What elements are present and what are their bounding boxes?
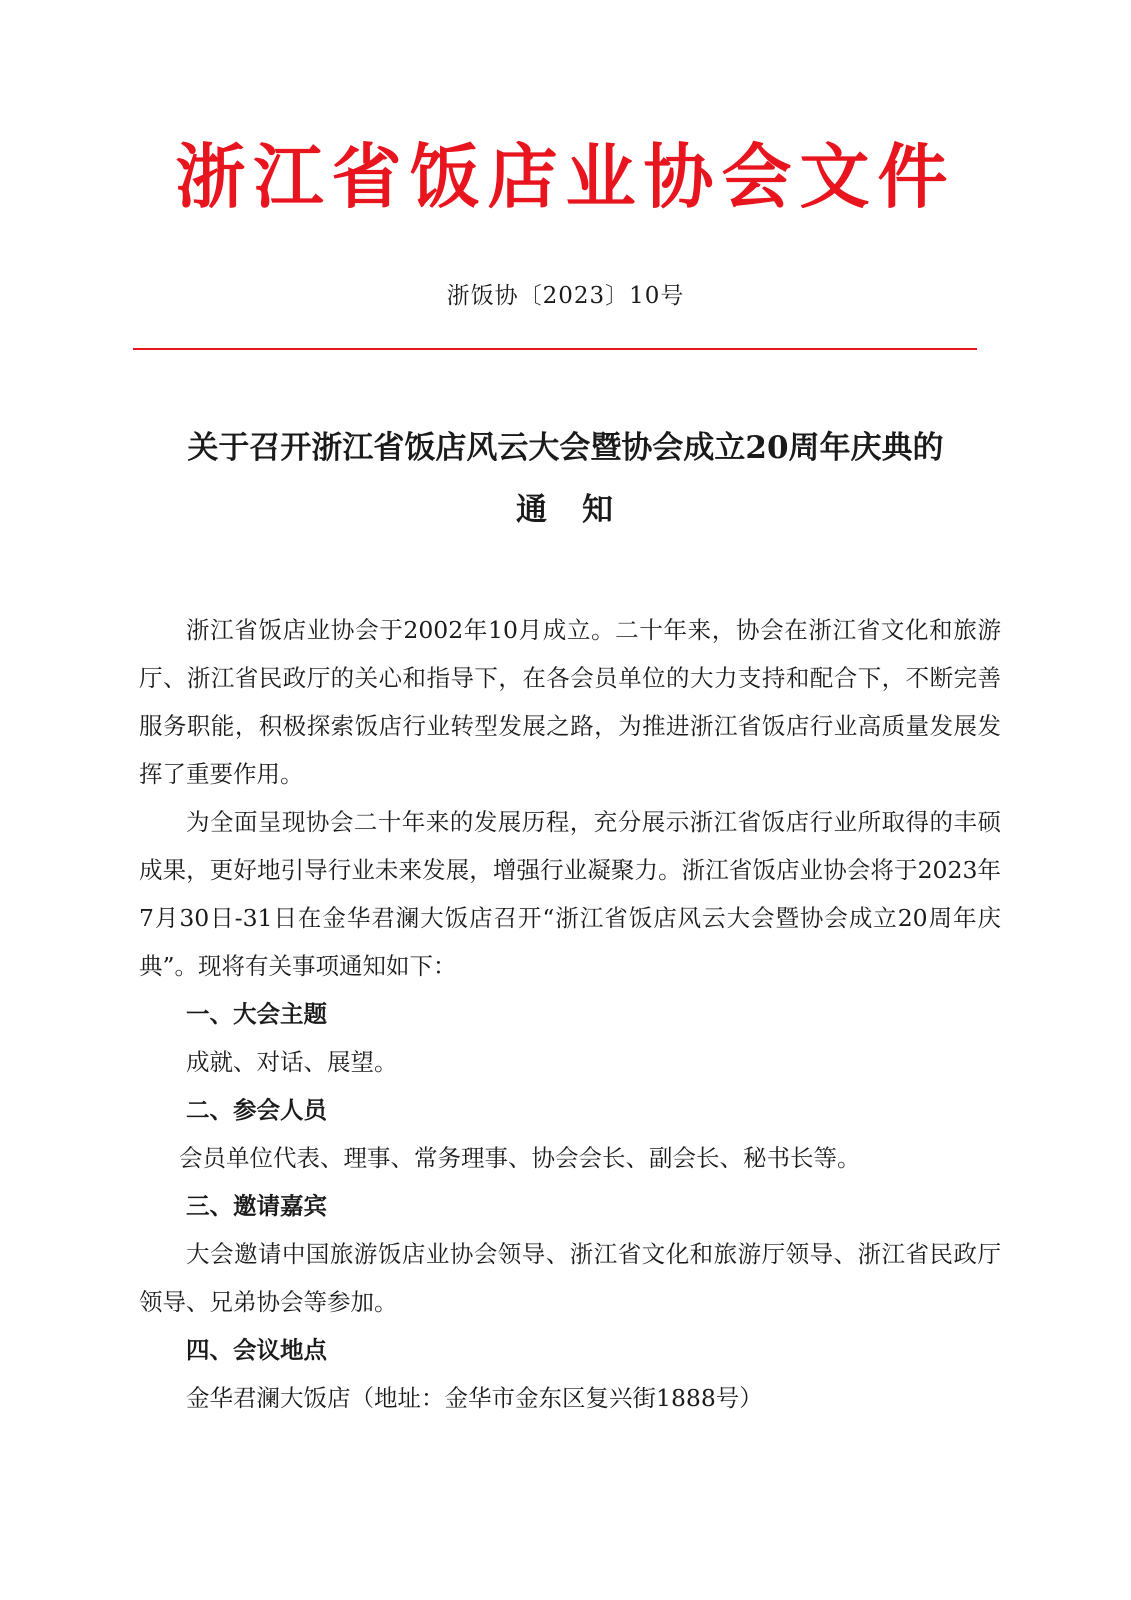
notice-title: 关于召开浙江省饭店风云大会暨协会成立20周年庆典的: [187, 430, 944, 466]
section-content-guests: 大会邀请中国旅游饭店业协会领导、浙江省文化和旅游厅领导、浙江省民政厅领导、兄弟协会等参加。: [139, 1240, 1001, 1316]
organization-title: 浙江省饭店业协会文件: [175, 135, 956, 218]
header-divider: [133, 348, 977, 350]
section-content-venue: 金华君澜大饭店（地址：金华市金东区复兴街1888号）: [186, 1384, 763, 1412]
notice-title-subline: 通 知: [516, 492, 615, 528]
section-content-theme: 成就、对话、展望。: [186, 1048, 398, 1076]
body-paragraph-intro: 浙江省饭店业协会于2002年10月成立。二十年来，协会在浙江省文化和旅游厅、浙江省民政厅的关心和指导下，在各会员单位的大力支持和配合下，不断完善服务职能，积极探索饭店行业转型发展之路，为推进浙江省饭店行业高质量发展发挥了重要作用。: [139, 616, 1001, 788]
section-heading-attendees: 二、参会人员: [186, 1096, 327, 1124]
document-number: 浙饭协〔2023〕10号: [446, 283, 685, 309]
section-heading-venue: 四、会议地点: [186, 1336, 327, 1364]
body-paragraph-purpose: 为全面呈现协会二十年来的发展历程，充分展示浙江省饭店行业所取得的丰硕成果，更好地引导行业未来发展，增强行业凝聚力。浙江省饭店业协会将于2023年7月30日-31日在金华君澜大饭店召开“浙江省饭店风云大会暨协会成立20周年庆典”。现将有关事项通知如下：: [139, 808, 1001, 980]
document-body: [139, 606, 1001, 1422]
section-content-attendees: 会员单位代表、理事、常务理事、协会会长、副会长、秘书长等。: [179, 1144, 861, 1172]
section-heading-theme: 一、大会主题: [186, 1000, 327, 1028]
section-heading-guests: 三、邀请嘉宾: [186, 1192, 327, 1220]
